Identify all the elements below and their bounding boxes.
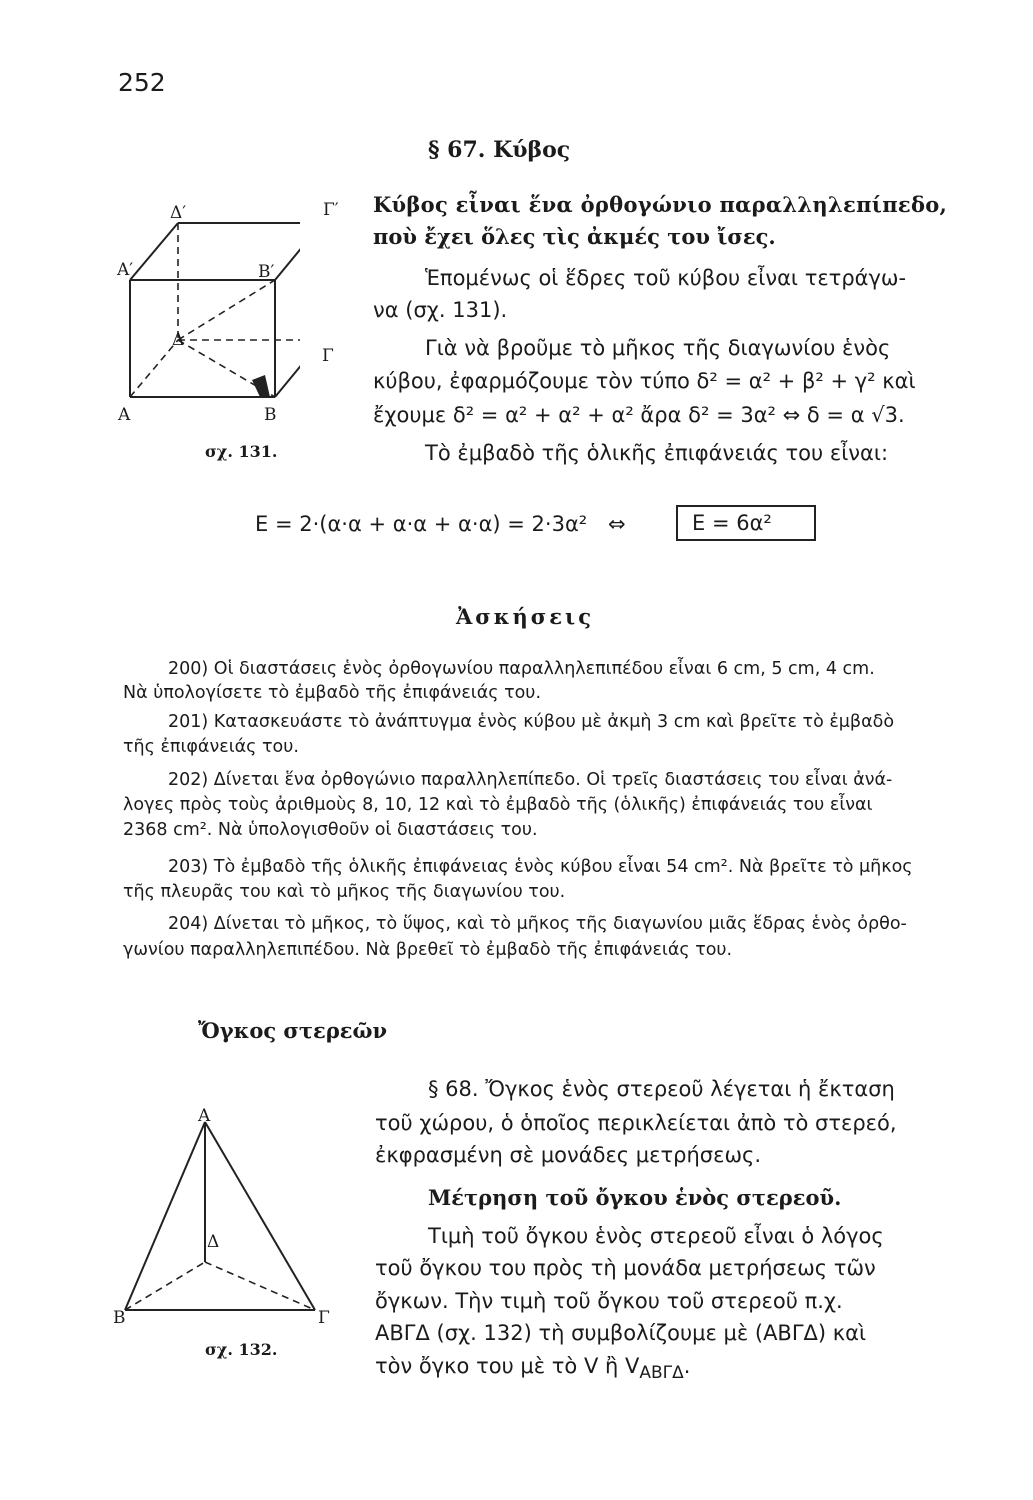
page-number: 252 (118, 68, 166, 97)
faces-line-2: να (σχ. 131). (373, 298, 508, 322)
label-d-prime: Δ′ (170, 203, 187, 223)
value-line-2: τοῦ ὄγκου του πρὸς τὴ μονάδα μετρήσεως τῶν (375, 1256, 876, 1280)
cube-figure (100, 190, 300, 440)
definition-line-1: Κύβος εἶναι ἕνα ὀρθογώνιο παραλληλεπίπεδο, (373, 192, 948, 217)
label-d: Δ (172, 330, 185, 350)
exercise-204-line-1: 204) Δίνεται τὸ μῆκος, τὸ ὕψος, καὶ τὸ μῆκος τῆς διαγωνίου μιᾶς ἕδρας ἑνὸς ὀρθο- (168, 914, 907, 934)
figure-131-caption: σχ. 131. (205, 442, 278, 461)
area-result-box: Ε = 6α² (676, 505, 816, 541)
exercise-202-line-1: 202) Δίνεται ἕνα ὀρθογώνιο παραλληλεπίπεδο. Οἱ τρεῖς διαστάσεις του εἶναι ἀνά- (168, 770, 893, 790)
value-line-3: ὄγκων. Τὴν τιμὴ τοῦ ὄγκου τοῦ στερεοῦ π.χ. (375, 1289, 843, 1313)
volume-subscript: ΑΒΓΔ (639, 1363, 684, 1384)
exercise-204-line-2: γωνίου παραλληλεπιπέδου. Νὰ βρεθεῖ τὸ ἐμβαδὸ τῆς ἐπιφάνειάς του. (123, 940, 733, 960)
diagonal-line-1: Γιὰ νὰ βροῦμε τὸ μῆκος τῆς διαγωνίου ἑνὸς (425, 336, 891, 360)
label-g: Γ (322, 346, 334, 366)
exercise-201-line-1: 201) Κατασκευάστε τὸ ἀνάπτυγμα ἑνὸς κύβου μὲ ἀκμὴ 3 cm καὶ βρεῖτε τὸ ἐμβαδὸ (168, 712, 895, 732)
volume-heading: Ὄγκος στερεῶν (198, 1018, 388, 1043)
label-tetra-a: Α (198, 1106, 211, 1126)
label-a-prime: Α′ (117, 260, 134, 280)
value-line-5 (375, 1354, 690, 1383)
exercise-200-line-2: Νὰ ὑπολογίσετε τὸ ἐμβαδὸ τῆς ἐπιφάνειάς του. (123, 683, 542, 703)
label-g-prime: Γ′ (323, 200, 339, 220)
diagonal-line-3: ἔχουμε δ² = α² + α² + α² ἄρα δ² = 3α² ⇔ δ = α √3. (373, 403, 905, 427)
label-tetra-b: Β (113, 1308, 126, 1328)
value-line-4: ΑΒΓΔ (σχ. 132) τὴ συμβολίζουμε μὲ (ΑΒΓΔ) καὶ (375, 1321, 867, 1345)
sec68-line-1: § 68. Ὄγκος ἑνὸς στερεοῦ λέγεται ἡ ἔκταση (428, 1077, 895, 1101)
exercise-202-line-3: 2368 cm². Νὰ ὑπολογισθοῦν οἱ διαστάσεις του. (123, 820, 538, 840)
exercise-200-line-1: 200) Οἱ διαστάσεις ἑνὸς ὀρθογωνίου παραλληλεπιπέδου εἶναι 6 cm, 5 cm, 4 cm. (168, 659, 875, 679)
label-tetra-g: Γ (318, 1308, 330, 1328)
faces-line-1: Ἑπομένως οἱ ἕδρες τοῦ κύβου εἶναι τετράγω- (425, 266, 907, 290)
diagonal-line-2: κύβου, ἐφαρμόζουμε τὸν τύπο δ² = α² + β² + γ² καὶ (373, 369, 916, 393)
exercise-203-line-2: τῆς πλευρᾶς του καὶ τὸ μῆκος τῆς διαγωνίου του. (123, 882, 566, 902)
tetrahedron-figure (110, 1100, 330, 1330)
figure-132-caption: σχ. 132. (205, 1340, 278, 1359)
value-line-5-text: τὸν ὄγκο του μὲ τὸ V ἢ V (375, 1354, 640, 1378)
equivalence-symbol: ⇔ (608, 512, 626, 536)
definition-line-2: ποὺ ἔχει ὅλες τὶς ἀκμές του ἴσες. (373, 224, 776, 249)
sec68-line-2: τοῦ χώρου, ὁ ὁποῖος περικλείεται ἀπὸ τὸ στερεό, (375, 1111, 897, 1135)
value-line-1: Τιμὴ τοῦ ὄγκου ἑνὸς στερεοῦ εἶναι ὁ λόγος (428, 1224, 884, 1248)
measure-title: Μέτρηση τοῦ ὄγκου ἑνὸς στερεοῦ. (428, 1185, 842, 1210)
exercise-201-line-2: τῆς ἐπιφάνειάς του. (123, 737, 299, 757)
label-a: Α (118, 405, 131, 425)
section-67-title: § 67. Κύβος (428, 137, 571, 163)
label-b: Β (264, 405, 277, 425)
label-tetra-d: Δ (207, 1232, 220, 1252)
area-intro: Τὸ ἐμβαδὸ τῆς ὁλικῆς ἐπιφάνειάς του εἶναι: (425, 441, 889, 465)
sec68-line-3: ἐκφρασμένη σὲ μονάδες μετρήσεως. (375, 1143, 762, 1167)
exercises-title: Ἀσκήσεις (456, 604, 594, 629)
area-formula: Ε = 2·(α·α + α·α + α·α) = 2·3α² (255, 512, 588, 536)
exercise-203-line-1: 203) Τὸ ἐμβαδὸ τῆς ὁλικῆς ἐπιφάνειας ἑνὸς κύβου εἶναι 54 cm². Νὰ βρεῖτε τὸ μῆκος (168, 857, 913, 877)
label-b-prime: Β′ (258, 262, 275, 282)
exercise-202-line-2: λογες πρὸς τοὺς ἀριθμοὺς 8, 10, 12 καὶ τὸ ἐμβαδὸ τῆς (ὁλικῆς) ἐπιφάνειάς του εἶναι (123, 795, 873, 815)
value-line-5-end: . (683, 1354, 691, 1378)
